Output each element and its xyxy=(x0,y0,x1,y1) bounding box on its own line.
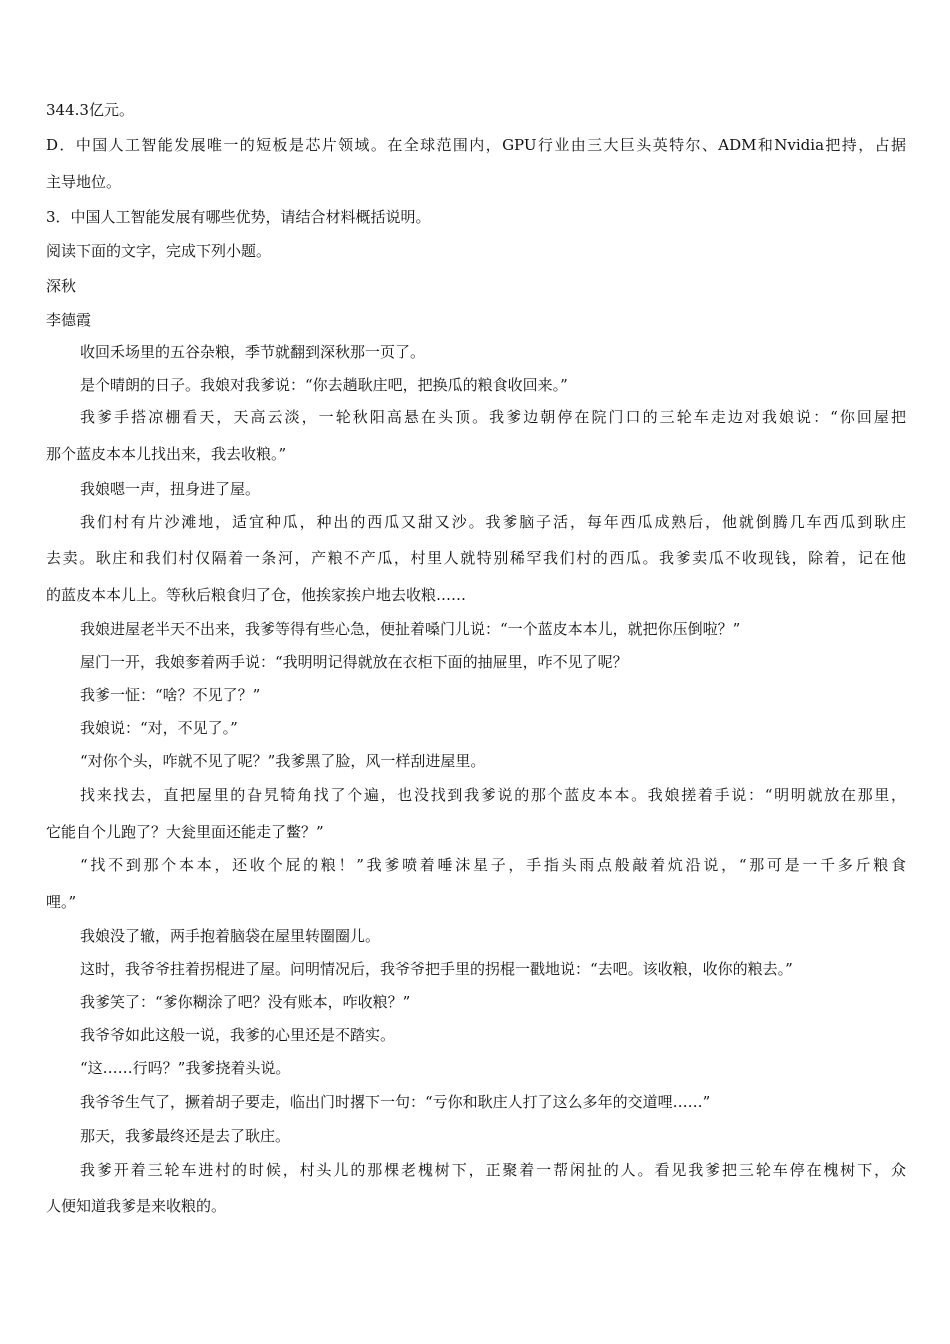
paragraph-line: 我爹笑了：“爹你糊涂了吧？没有账本，咋收粮？” xyxy=(80,993,411,1011)
paragraph-line: 是个晴朗的日子。我娘对我爹说：“你去趟耿庄吧，把换瓜的粮食收回来。” xyxy=(80,376,568,394)
paragraph-line: 找来找去，直把屋里的旮旯犄角找了个遍，也没找到我爹说的那个蓝皮本本。我娘搓着手说：“明明就放在那里， xyxy=(80,786,906,804)
text-line: 主导地位。 xyxy=(46,173,122,191)
paragraph-line: 我娘没了辙，两手抱着脑袋在屋里转圈圈儿。 xyxy=(80,927,381,945)
reading-instruction: 阅读下面的文字，完成下列小题。 xyxy=(46,242,272,260)
paragraph-line: 我娘嗯一声，扭身进了屋。 xyxy=(80,480,261,498)
paragraph-line: 去卖。耿庄和我们村仅隔着一条河，产粮不产瓜，村里人就特别稀罕我们村的西瓜。我爹卖瓜不收现钱，除着，记在他 xyxy=(46,549,906,567)
paragraph-line: 我爹开着三轮车进村的时候，村头儿的那棵老槐树下，正聚着一帮闲扯的人。看见我爹把三轮车停在槐树下，众 xyxy=(80,1161,906,1179)
paragraph-line: “找不到那个本本，还收个屁的粮！”我爹喷着唾沫星子，手指头雨点般敲着炕沿说，“那可是一千多斤粮食 xyxy=(80,856,906,874)
question-3: 3．中国人工智能发展有哪些优势，请结合材料概括说明。 xyxy=(46,208,431,226)
paragraph-line: “这……行吗？”我爹挠着头说。 xyxy=(80,1059,291,1077)
paragraph-line: 我爹一怔：“啥？不见了？” xyxy=(80,686,261,704)
paragraph-line: 屋门一开，我娘奓着两手说：“我明明记得就放在衣柜下面的抽屉里，咋不见了呢？ xyxy=(80,653,628,671)
paragraph-line: 那天，我爹最终还是去了耿庄。 xyxy=(80,1127,291,1145)
text-line: 344.3亿元。 xyxy=(46,101,134,119)
article-title: 深秋 xyxy=(46,277,77,295)
paragraph-line: 人便知道我爹是来收粮的。 xyxy=(46,1197,227,1215)
paragraph-line: 我爷爷如此这般一说，我爹的心里还是不踏实。 xyxy=(80,1026,396,1044)
option-d-line: D．中国人工智能发展唯一的短板是芯片领域。在全球范围内，GPU行业由三大巨头英特尔、ADM和Nvidia把持，占据 xyxy=(46,136,906,154)
paragraph-line: 它能自个儿跑了？大瓮里面还能走了鳖？” xyxy=(46,823,324,841)
paragraph-line: 这时，我爷爷拄着拐棍进了屋。问明情况后，我爷爷把手里的拐棍一戳地说：“去吧。该收粮，收你的粮去。” xyxy=(80,960,793,978)
paragraph-line: 哩。” xyxy=(46,893,77,911)
paragraph-line: 我们村有片沙滩地，适宜种瓜，种出的西瓜又甜又沙。我爹脑子活，每年西瓜成熟后，他就倒腾几车西瓜到耿庄 xyxy=(80,513,906,531)
paragraph-line: 的蓝皮本本儿上。等秋后粮食归了仓，他挨家挨户地去收粮…… xyxy=(46,586,467,604)
paragraph-line: 我娘进屋老半天不出来，我爹等得有些心急，便扯着嗓门儿说：“一个蓝皮本本儿，就把你压倒啦？” xyxy=(80,620,741,638)
paragraph-line: 我爹手搭凉棚看天，天高云淡，一轮秋阳高悬在头顶。我爹边朝停在院门口的三轮车走边对我娘说：“你回屋把 xyxy=(80,408,906,426)
article-author: 李德霞 xyxy=(46,311,92,329)
paragraph-line: 我爷爷生气了，撅着胡子要走，临出门时撂下一句：“亏你和耿庄人打了这么多年的交道哩……” xyxy=(80,1093,711,1111)
paragraph-line: 那个蓝皮本本儿找出来，我去收粮。” xyxy=(46,445,287,463)
paragraph-line: 我娘说：“对，不见了。” xyxy=(80,719,238,737)
paragraph-line: 收回禾场里的五谷杂粮，季节就翻到深秋那一页了。 xyxy=(80,343,426,361)
paragraph-line: “对你个头，咋就不见了呢？”我爹黑了脸，风一样刮进屋里。 xyxy=(80,752,486,770)
